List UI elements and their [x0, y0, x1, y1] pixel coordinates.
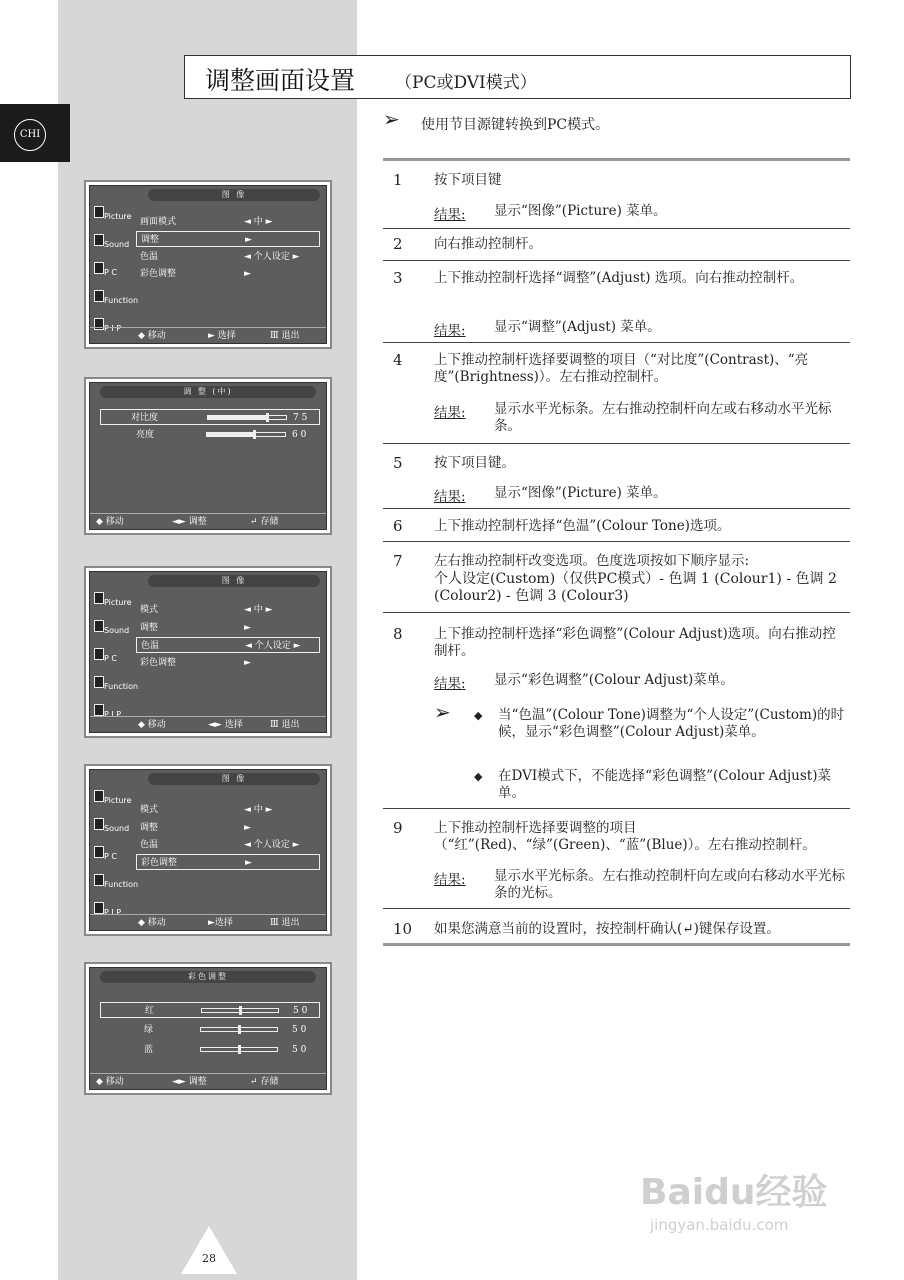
osd-row-label: 彩色调整 [140, 269, 177, 279]
result-text: 显示“彩色调整”(Colour Adjust)菜单。 [494, 672, 734, 688]
function-icon [92, 674, 139, 702]
watermark-url: jingyan.baidu.com [650, 1216, 789, 1234]
picture-icon [92, 204, 132, 232]
osd-row-label: 色温 [140, 840, 159, 850]
osd-row-label: 红 [145, 1006, 155, 1016]
osd-sidebar [92, 204, 139, 333]
slider-thumb [266, 413, 269, 422]
osd-row [136, 655, 320, 671]
result-label: 结果: [434, 207, 466, 223]
page-number-badge [181, 1226, 237, 1274]
step-number: 8 [393, 625, 403, 643]
divider [383, 260, 850, 261]
divider [383, 342, 850, 343]
function-icon [92, 872, 139, 900]
footer-move: ◆ 移动 [96, 517, 124, 527]
step-number: 5 [393, 454, 403, 472]
osd-row-value: ◄ 中 ► [244, 805, 273, 815]
osd-title: 彩色调整 [100, 971, 316, 983]
osd-footer [90, 1073, 326, 1089]
brightness-slider [206, 432, 286, 437]
contrast-slider [207, 415, 287, 420]
osd-row-label: 调整 [140, 823, 159, 833]
footer-select: ►选择 [208, 918, 233, 928]
step-text-sequence: 个人设定(Custom)（仅供PC模式）- 色调 1 (Colour1) - 色调 2 (Colour2) - 色调 3 (Colour3) [434, 571, 837, 604]
sidebar-label: Function [104, 682, 139, 691]
osd-row-label: 色温 [140, 252, 159, 262]
osd-row [100, 1042, 320, 1058]
osd-picture-menu [84, 566, 332, 738]
watermark [640, 1150, 860, 1240]
osd-title: 调 整 (中) [100, 386, 316, 398]
osd-row-value: ► [245, 858, 252, 868]
osd-row-label: 对比度 [131, 413, 159, 423]
step-text: 向右推动控制杆。 [434, 236, 542, 252]
footer-store: ↵ 存储 [250, 1077, 279, 1087]
osd-footer [90, 914, 326, 930]
step-text: 上下推动控制杆选择“调整”(Adjust) 选项。向右推动控制杆。 [434, 270, 804, 286]
slider-thumb [238, 1045, 241, 1054]
step-text: 按下项目键。 [434, 455, 515, 471]
step-number: 7 [393, 552, 403, 570]
sidebar-label: Function [104, 880, 139, 889]
footer-move: ◆ 移动 [138, 720, 166, 730]
osd-picture-menu [84, 180, 332, 349]
osd-row-label: 画面模式 [140, 217, 177, 227]
osd-row-value: ► [244, 623, 251, 633]
step-text: 按下项目键 [434, 172, 502, 188]
osd-row-value: ◄ 个人设定 ► [245, 641, 301, 651]
osd-title: 图 像 [148, 189, 320, 201]
diamond-bullet-icon: ◆ [474, 709, 483, 722]
footer-exit: Ⅲ 退出 [270, 331, 300, 341]
osd-row-label: 模式 [140, 605, 159, 615]
osd-title: 图 像 [148, 575, 320, 587]
osd-row-value: ◄ 中 ► [244, 217, 273, 227]
osd-title: 图 像 [148, 773, 320, 785]
footer-exit: Ⅲ 退出 [270, 720, 300, 730]
step-number: 4 [393, 351, 403, 369]
sidebar-label: P I P [104, 710, 122, 719]
footer-select: ► 选择 [208, 331, 236, 341]
osd-row-label: 亮度 [136, 430, 155, 440]
step-text: 上下推动控制杆选择“色温”(Colour Tone)选项。 [434, 518, 731, 534]
osd-row-selected [100, 409, 320, 425]
step-text: 上下推动控制杆选择要调整的项目（“对比度”(Contrast)、“亮度”(Brightness)）。左右推动控制杆。 [434, 352, 809, 385]
osd-row [100, 1022, 320, 1038]
result-label: 结果: [434, 676, 466, 692]
osd-row-value: ► [245, 235, 252, 245]
sound-icon [92, 232, 130, 260]
slider-fill [207, 433, 254, 436]
step-number: 6 [393, 517, 403, 535]
language-tab [0, 104, 70, 162]
footer-adjust: ◄► 调整 [172, 1077, 207, 1087]
footer-select: ◄► 选择 [208, 720, 243, 730]
pc-icon [92, 646, 126, 674]
osd-row-value: ► [244, 269, 251, 279]
step-number: 2 [393, 235, 403, 253]
divider [383, 943, 850, 946]
result-text: 显示“图像”(Picture) 菜单。 [494, 203, 667, 219]
sidebar-label: Sound [104, 240, 130, 249]
picture-icon [92, 590, 132, 618]
sidebar-label: Picture [104, 598, 132, 607]
osd-footer [90, 327, 326, 343]
page-number: 28 [202, 1252, 216, 1265]
slider-thumb [238, 1025, 241, 1034]
step-text: 如果您满意当前的设置时，按控制杆确认(↵)键保存设置。 [434, 921, 780, 937]
osd-colour-adjust-menu [84, 962, 332, 1095]
osd-row [136, 802, 320, 818]
triangle-icon [181, 1226, 237, 1274]
step-text: 上下推动控制杆选择要调整的项目（“红”(Red)、“绿”(Green)、“蓝”(Blue)）。左右推动控制杆。 [434, 820, 816, 853]
osd-sidebar [92, 788, 139, 917]
pc-icon [92, 260, 126, 288]
footer-move: ◆ 移动 [138, 918, 166, 928]
note-arrow-icon: ➢ [434, 700, 451, 724]
arrow-icon: ➢ [383, 107, 400, 131]
sound-icon [92, 618, 130, 646]
slider-thumb [239, 1006, 242, 1015]
divider [383, 908, 850, 909]
osd-row-label: 调整 [141, 235, 160, 245]
result-text: 显示“图像”(Picture) 菜单。 [494, 485, 667, 501]
function-icon [92, 288, 139, 316]
osd-row-label: 彩色调整 [140, 658, 177, 668]
result-label: 结果: [434, 323, 466, 339]
sidebar-label: P C [104, 268, 117, 277]
osd-row-label: 色温 [141, 641, 160, 651]
osd-row-value: 5 0 [292, 1045, 307, 1055]
step-number: 10 [393, 920, 413, 938]
note-text: 在DVI模式下，不能选择“彩色调整”(Colour Adjust)菜单。 [498, 768, 831, 801]
osd-row [136, 214, 320, 230]
step-text: 左右推动控制杆改变选项。色度选项按如下顺序显示: [434, 553, 750, 569]
red-slider [201, 1008, 279, 1013]
sidebar-label: Sound [104, 824, 130, 833]
divider [383, 158, 850, 161]
sidebar-label: Sound [104, 626, 130, 635]
sound-icon [92, 816, 130, 844]
step-text: 上下推动控制杆选择“彩色调整”(Colour Adjust)选项。向右推动控制杆。 [434, 626, 836, 659]
sidebar-label: Picture [104, 212, 132, 221]
sidebar-label: P I P [104, 324, 122, 333]
osd-row [136, 837, 320, 853]
footer-adjust: ◄► 调整 [172, 517, 207, 527]
footer-exit: Ⅲ 退出 [270, 918, 300, 928]
footer-store: ↵ 存储 [250, 517, 279, 527]
osd-footer [90, 716, 326, 732]
sidebar-label: P I P [104, 908, 122, 917]
green-slider [200, 1027, 278, 1032]
result-text: 显示“调整”(Adjust) 菜单。 [494, 319, 661, 335]
osd-row-selected [136, 854, 320, 870]
note-text: 当“色温”(Colour Tone)调整为“个人设定”(Custom)的时候，显示“彩色调整”(Colour Adjust)菜单。 [498, 707, 845, 740]
footer-move: ◆ 移动 [96, 1077, 124, 1087]
osd-row-label: 调整 [140, 623, 159, 633]
osd-picture-menu [84, 764, 332, 936]
footer-move: ◆ 移动 [138, 331, 166, 341]
osd-row [136, 266, 320, 282]
osd-row-value: 6 0 [292, 430, 307, 440]
step-number: 9 [393, 819, 403, 837]
osd-row-value: ◄ 个人设定 ► [244, 840, 300, 850]
osd-row-selected [100, 1002, 320, 1018]
page-title [184, 55, 851, 99]
divider [383, 443, 850, 444]
pc-icon [92, 844, 126, 872]
osd-row [136, 602, 320, 618]
diamond-bullet-icon: ◆ [474, 770, 483, 783]
sidebar-label: P C [104, 852, 117, 861]
result-text: 显示水平光标条。左右推动控制杆向左或向右移动水平光标条的光标。 [494, 868, 845, 901]
step-number: 1 [393, 171, 403, 189]
osd-sidebar [92, 590, 139, 719]
osd-row-selected [136, 231, 320, 247]
osd-row-label: 蓝 [144, 1045, 154, 1055]
sidebar-label: P C [104, 654, 117, 663]
result-label: 结果: [434, 405, 466, 421]
slider-thumb [253, 430, 256, 439]
watermark-brand: Baidu经验 [640, 1172, 828, 1213]
sidebar-label: Function [104, 296, 139, 305]
slider-fill [208, 416, 267, 419]
blue-slider [200, 1047, 278, 1052]
osd-row-value: ◄ 中 ► [244, 605, 273, 615]
osd-row-value: 7 5 [293, 413, 308, 423]
step-number: 3 [393, 269, 403, 287]
divider [383, 808, 850, 809]
osd-row-value: ► [244, 823, 251, 833]
title-main: 调整画面设置 [205, 66, 356, 95]
osd-row-selected [136, 637, 320, 653]
divider [383, 228, 850, 229]
osd-row-label: 绿 [144, 1025, 154, 1035]
title-sub: （PC或DVI模式） [395, 73, 537, 93]
osd-row-value: 5 0 [292, 1025, 307, 1035]
divider [383, 508, 850, 509]
result-label: 结果: [434, 489, 466, 505]
osd-adjust-menu [84, 377, 332, 535]
osd-row-value: ◄ 个人设定 ► [244, 252, 300, 262]
osd-row [136, 249, 320, 265]
osd-row-label: 彩色调整 [141, 858, 178, 868]
osd-row-value: 5 0 [293, 1006, 308, 1016]
osd-row [136, 620, 320, 636]
divider [383, 612, 850, 613]
sidebar-label: Picture [104, 796, 132, 805]
osd-row-value: ► [244, 658, 251, 668]
osd-row-label: 模式 [140, 805, 159, 815]
result-label: 结果: [434, 872, 466, 888]
osd-footer [90, 513, 326, 529]
tip-text: 使用节目源键转换到PC模式。 [421, 117, 610, 133]
result-text: 显示水平光标条。左右推动控制杆向左或右移动水平光标条。 [494, 401, 832, 434]
picture-icon [92, 788, 132, 816]
osd-row [100, 427, 320, 443]
language-tab-label: CHI [14, 119, 46, 151]
osd-row [136, 820, 320, 836]
divider [383, 541, 850, 542]
